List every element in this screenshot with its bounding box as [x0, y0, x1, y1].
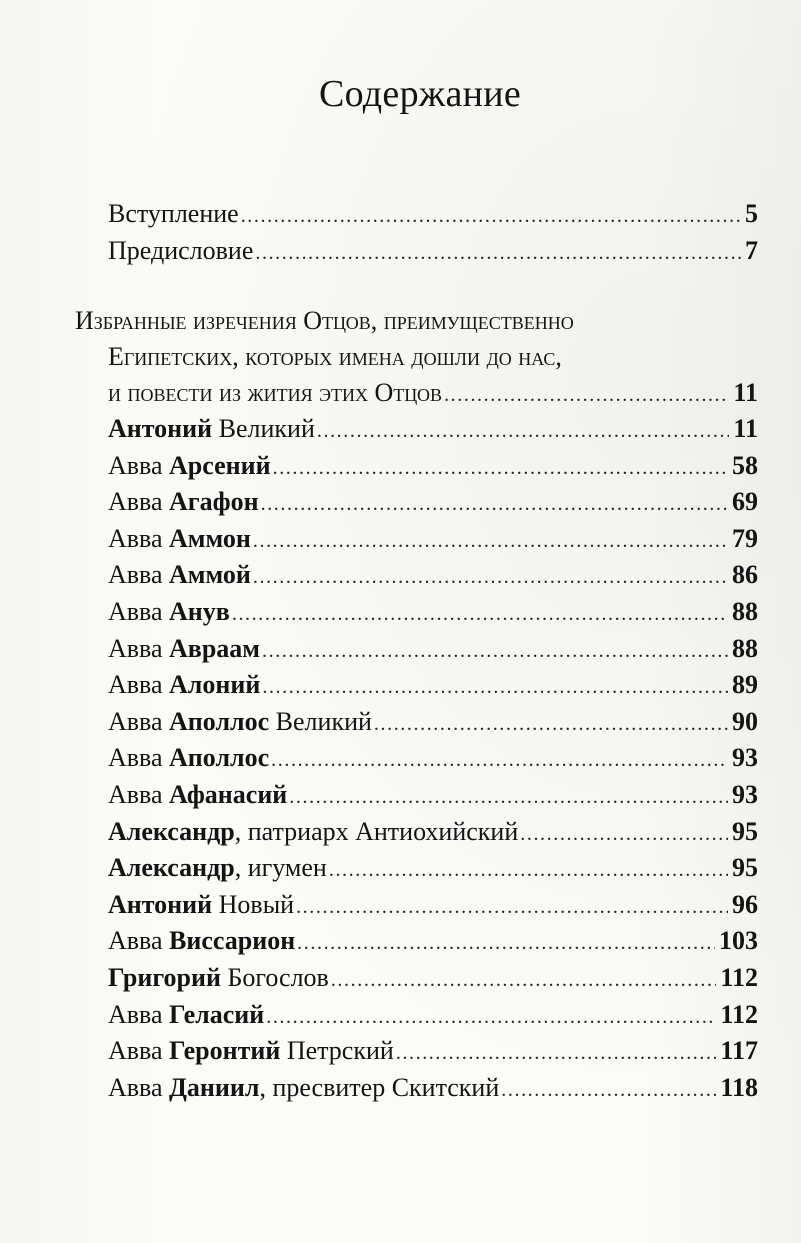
dot-leader: [262, 636, 728, 666]
toc-page-number: 93: [732, 780, 758, 809]
entry-title-suffix: , игумен: [234, 853, 327, 883]
entry-name: Агафон: [169, 487, 259, 517]
entry-name: Антоний: [108, 889, 213, 919]
toc-entry-label: [108, 817, 518, 847]
toc-entry-label: [108, 963, 329, 993]
entry-title-prefix: Авва: [108, 706, 170, 736]
entry-name: Аммой: [169, 560, 251, 590]
toc-page-number: 95: [732, 853, 758, 883]
entry-name: Аммон: [169, 523, 251, 553]
entry-title-prefix: Авва: [108, 450, 170, 480]
dot-leader: [253, 562, 728, 592]
entry-name: Александр: [108, 853, 235, 883]
entry-title-suffix: Новый: [212, 889, 295, 919]
entry-title-prefix: Авва: [108, 523, 170, 553]
entry-title-suffix: , патриарх Антиохийский: [234, 816, 519, 846]
toc-entry: [108, 414, 758, 446]
toc-entry-label: [108, 414, 315, 444]
dot-leader: [241, 201, 741, 231]
toc-page-number: 5: [745, 199, 758, 228]
toc-entry-label: [108, 524, 251, 554]
toc-entry-preface: [108, 236, 758, 268]
toc-entry-label: [108, 926, 295, 956]
toc-entry: [108, 926, 758, 958]
toc-page-number: 11: [733, 378, 758, 407]
section-heading-line-2: Египетских, которых имена дошли до нас,: [108, 342, 562, 371]
entry-name: Авраам: [169, 633, 261, 663]
toc-entry-label: [108, 451, 271, 481]
toc-entry-introduction: [108, 199, 758, 231]
toc-page-number: 96: [732, 889, 758, 919]
toc-page-number: 88: [732, 597, 758, 626]
entry-title-prefix: Авва: [108, 1036, 170, 1066]
dot-leader: [297, 928, 715, 958]
toc-entry: [108, 743, 758, 775]
entry-title-prefix: Авва: [108, 743, 170, 773]
dot-leader: [331, 965, 717, 995]
entry-name: Арсений: [169, 450, 271, 480]
toc-entry-label: Предисловие: [108, 236, 254, 265]
entry-title-suffix: Великий: [269, 706, 372, 736]
toc-entry-label: [108, 487, 259, 517]
toc-entry-section: [108, 378, 758, 410]
entry-name: Афанасий: [169, 780, 288, 809]
dot-leader: [296, 892, 728, 922]
section-heading-line-3: и повести из жития этих Отцов: [108, 378, 443, 407]
toc-entry-label: [108, 890, 294, 920]
toc-page-number: 93: [732, 743, 758, 773]
toc-entry-label: [108, 670, 260, 700]
toc-entry: [108, 707, 758, 739]
toc-entry: [108, 487, 758, 519]
dot-leader: [329, 855, 728, 885]
entry-name: Алоний: [169, 670, 261, 700]
toc-page-number: 103: [719, 926, 758, 956]
toc-entry-label: [108, 743, 269, 773]
toc-entry-label: [108, 780, 287, 810]
dot-leader: [501, 1075, 716, 1105]
toc-page-number: 89: [732, 670, 758, 700]
entry-name: Геласий: [169, 999, 265, 1029]
toc-entry: [108, 817, 758, 849]
toc-entry: [108, 451, 758, 483]
toc-entry: [108, 780, 758, 812]
dot-leader: [396, 1038, 717, 1068]
toc-entry-label: [108, 1036, 394, 1066]
toc-entry-label: [108, 597, 230, 627]
toc-page-number: 112: [720, 963, 758, 992]
toc-page-number: 117: [720, 1036, 758, 1066]
toc-page-number: 90: [732, 706, 758, 736]
toc-entry: [108, 963, 758, 995]
dot-leader: [261, 489, 728, 519]
dot-leader: [266, 1002, 716, 1032]
toc-page-number: 58: [732, 450, 758, 480]
entry-title-suffix: Петрский: [280, 1036, 394, 1066]
entry-name: Аполлос: [169, 743, 270, 773]
toc-page-number: 11: [733, 414, 758, 443]
toc-entry: [108, 670, 758, 702]
section-heading-line-1: Избранные изречения Отцов, преимущественно: [75, 306, 574, 335]
toc-entry: [108, 560, 758, 592]
toc-entry: [108, 1036, 758, 1068]
toc-page-number: 69: [732, 487, 758, 517]
entry-title-prefix: Авва: [108, 780, 170, 809]
dot-leader: [444, 380, 729, 410]
toc-page-number: 79: [732, 523, 758, 553]
toc-entry-label: [108, 560, 251, 590]
toc-entry: [108, 1000, 758, 1032]
entry-title-prefix: Авва: [108, 597, 170, 626]
toc-entry-label: [108, 634, 260, 664]
toc-page-number: 88: [732, 633, 758, 663]
entry-title-suffix: , пресвитер Скитский: [259, 1072, 500, 1102]
dot-leader: [262, 672, 728, 702]
entry-name: Аполлос: [169, 706, 270, 736]
toc-entry: [108, 1073, 758, 1105]
entry-name: Антоний: [108, 414, 213, 443]
entry-title-prefix: Авва: [108, 633, 170, 663]
toc-entry-label: [108, 853, 327, 883]
dot-leader: [520, 819, 728, 849]
dot-leader: [253, 526, 728, 556]
entry-title-prefix: Авва: [108, 1072, 170, 1102]
entry-name: Даниил: [169, 1072, 260, 1102]
entry-title-prefix: Авва: [108, 926, 170, 956]
entry-name: Александр: [108, 816, 235, 846]
entry-title-prefix: Авва: [108, 487, 170, 517]
toc-entry-label: Вступление: [108, 199, 239, 228]
dot-leader: [232, 599, 728, 629]
toc-entry: [108, 524, 758, 556]
toc-entry-label: [108, 707, 372, 737]
toc-page-number: 7: [745, 236, 758, 265]
toc-entry: [108, 890, 758, 922]
toc-entry: [108, 597, 758, 629]
entry-name: Анув: [169, 597, 230, 626]
toc-page-number: 95: [732, 816, 758, 846]
dot-leader: [271, 745, 728, 775]
entry-title-suffix: Великий: [212, 414, 315, 443]
toc-entry-label: [108, 1000, 264, 1030]
toc-page-number: 86: [732, 560, 758, 590]
page-title: Содержание: [318, 73, 522, 115]
dot-leader: [317, 416, 730, 446]
toc-entry: [108, 634, 758, 666]
entry-title-suffix: Богослов: [220, 963, 329, 992]
entry-name: Григорий: [108, 963, 221, 992]
dot-leader: [289, 782, 728, 812]
dot-leader: [273, 453, 728, 483]
toc-entry-label: [108, 1073, 499, 1103]
toc-entry: [108, 853, 758, 885]
toc-page-number: 118: [720, 1072, 758, 1102]
entry-name: Геронтий: [169, 1036, 281, 1066]
dot-leader: [255, 238, 741, 268]
toc-page-number: 112: [720, 999, 758, 1029]
dot-leader: [374, 709, 728, 739]
entry-title-prefix: Авва: [108, 999, 170, 1029]
entry-title-prefix: Авва: [108, 560, 170, 590]
entry-name: Виссарион: [169, 926, 296, 956]
entry-title-prefix: Авва: [108, 670, 170, 700]
